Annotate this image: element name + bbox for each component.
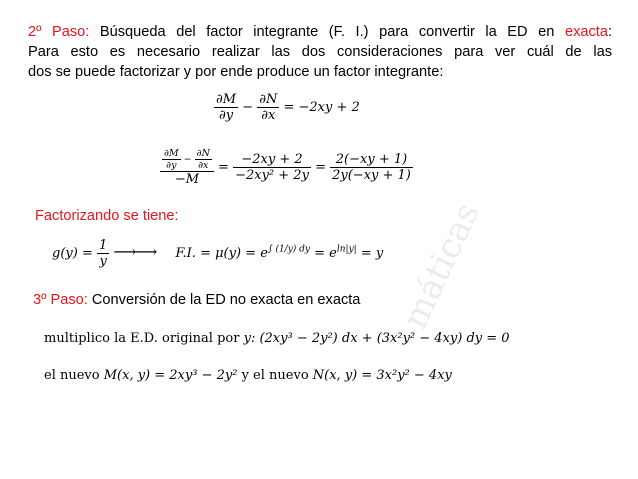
- watermark-text: máticas: [395, 196, 488, 335]
- paso3-heading: [33, 292, 360, 308]
- eq1-den2: ∂x: [261, 108, 276, 123]
- paso2-paragraph: [28, 22, 612, 82]
- eq3-num: 1: [98, 238, 108, 253]
- eq2-inner-den1: ∂y: [166, 160, 177, 171]
- paso2-line3: dos se puede factorizar y por ende produce un factor integrante:: [28, 64, 444, 80]
- paso3-label: 3º Paso:: [33, 292, 88, 308]
- paso2-colon: :: [607, 24, 613, 40]
- eq3-exponent-ln: ln|y|: [336, 244, 357, 255]
- eq2-inner-den2: ∂x: [198, 160, 209, 171]
- eq2-equals-b: =: [315, 160, 326, 175]
- eq4-l2b: M(x, y) = 2xy³ − 2y²: [103, 368, 238, 383]
- eq4-l1c: : (2xy³ − 2y²) dx + (3x²y² − 4xy) dy = 0: [250, 331, 510, 346]
- exacta-word: exacta: [564, 24, 608, 40]
- eq2-inner-minus: −: [183, 154, 192, 165]
- eq2-inner-num2: ∂N: [196, 148, 210, 159]
- equation-new-mn-line: [44, 368, 452, 383]
- paso2-line1-text: Búsqueda del factor integrante (F. I.) para convertir la ED en: [89, 24, 565, 40]
- eq2-inner-num1: ∂M: [164, 148, 179, 159]
- eq1-minus: −: [242, 100, 254, 115]
- eq4-l2d: N(x, y) = 3x²y² − 4xy: [312, 368, 452, 383]
- equation-multiply-line: [44, 331, 510, 346]
- eq3-equals: = e: [314, 246, 337, 261]
- equation-integrating-factor: [52, 238, 383, 269]
- eq3-lhs: g(y) =: [52, 246, 93, 261]
- equation-factor-ratio: [160, 148, 413, 187]
- paso2-line2: Para esto es necesario realizar las dos consideraciones para ver cuál de las: [28, 44, 612, 60]
- paso2-label: 2º Paso:: [28, 24, 90, 40]
- eq4-l2a: el nuevo: [44, 368, 104, 383]
- eq2-den: −M: [174, 172, 200, 187]
- eq1-num1: ∂M: [216, 92, 237, 107]
- eq3-fi: F.I. = μ(y) = e: [175, 246, 268, 261]
- eq3-den: y: [99, 254, 107, 269]
- eq4-l1a: multiplico la E.D. original por: [44, 331, 244, 346]
- eq1-den1: ∂y: [218, 108, 234, 123]
- arrow-icon: ⟶⟶: [113, 242, 156, 261]
- factorizando-heading: Factorizando se tiene:: [35, 208, 179, 224]
- paso2-line1: [28, 22, 612, 42]
- paso3-text: Conversión de la ED no exacta en exacta: [87, 292, 361, 308]
- eq3-exponent-integral: ∫ (1/y) dy: [267, 244, 311, 255]
- eq2-den-a: −2xy² + 2y: [235, 168, 309, 183]
- eq2-den-b: 2y(−xy + 1): [332, 168, 411, 183]
- eq2-num-b: 2(−xy + 1): [330, 152, 413, 168]
- eq2-num-a: −2xy + 2: [233, 152, 311, 168]
- eq1-num2: ∂N: [259, 92, 278, 107]
- eq4-l2c: y el nuevo: [237, 368, 313, 383]
- eq1-rhs: = −2xy + 2: [283, 100, 360, 115]
- eq3-tail: = y: [360, 246, 384, 261]
- eq2-equals-a: =: [218, 160, 229, 175]
- equation-partial-difference: [214, 92, 360, 123]
- eq4-l1b: y: [243, 331, 251, 346]
